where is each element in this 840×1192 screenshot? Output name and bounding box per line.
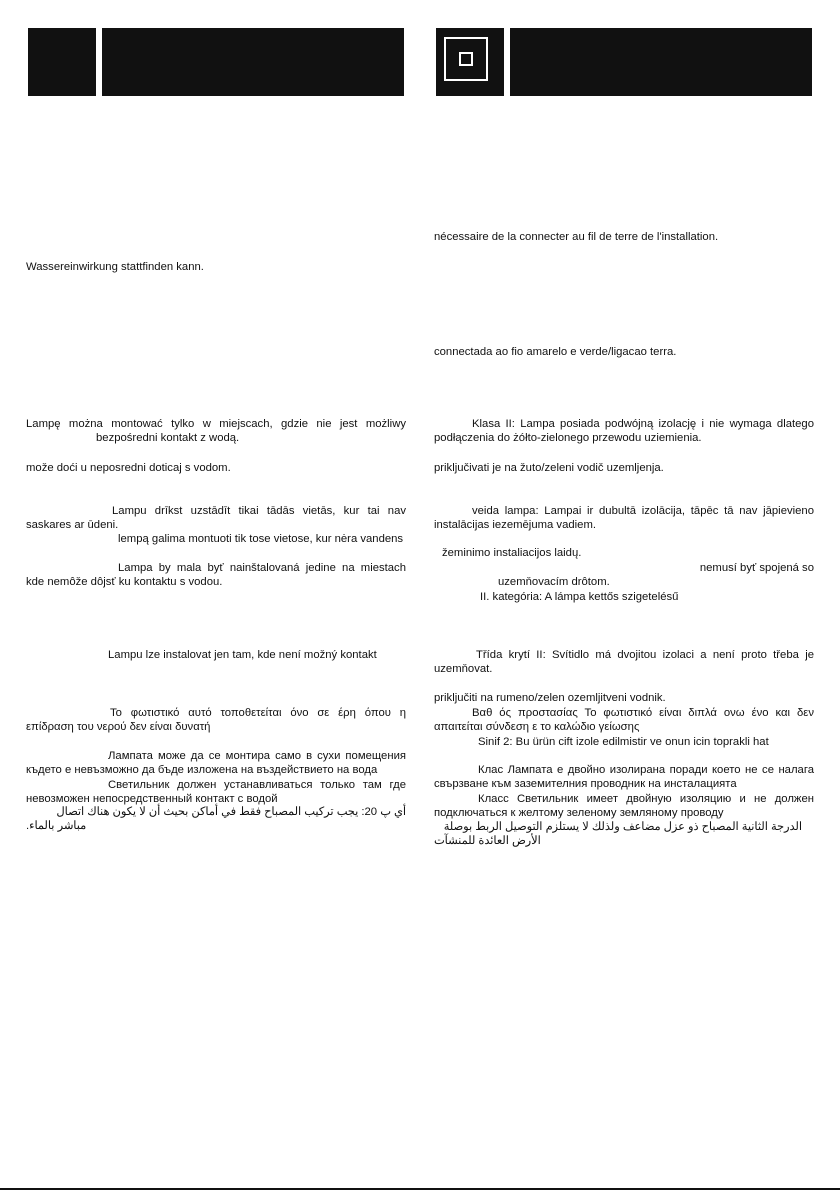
- paragraph-lt-r: žeminimo instaliacijos laidų.: [442, 547, 582, 559]
- paragraph-cs-r: Třída krytí II: Svítidlo má dvojitou izolaci a není proto třeba je uzemňovat.: [434, 649, 814, 675]
- paragraph-sk-r1: nemusí byť spojená so: [699, 562, 814, 574]
- paragraph-pl: Lampę można montować tylko w miejscach, gdzie nie jest możliwy bezpośredni kontakt z wodą.: [26, 418, 406, 444]
- paragraph-hu: II. kategória: A lámpa kettős szigetelésű: [480, 591, 679, 603]
- paragraph-el-r: Βαθ ός προστασίας Το φωτιστικό είναι διπλά ονω ένο και δεν απαιτείται σύνδεση ε το καλώδιο γείωσης: [434, 707, 814, 733]
- left-column: [26, 0, 406, 1192]
- paragraph-pl-r: Klasa II: Lampa posiada podwójną izolację i nie wymaga dlatego podłączenia do żółto-zielonego przewodu uziemienia.: [434, 418, 814, 444]
- paragraph-sl: priključiti na rumeno/zelen ozemljitveni vodnik.: [434, 692, 666, 704]
- paragraph-lv-r: veida lampa: Lampai ir dubultā izolācija, tāpēc tā nav jāpievieno instalācijas iezemējuma vadiem.: [434, 505, 814, 531]
- paragraph-sk: Lampa by mala byť nainštalovaná jedine na miestach kde nemôže dôjsť ku kontaktu s vodou.: [26, 562, 406, 588]
- paragraph-cs: Lampu lze instalovat jen tam, kde není možný kontakt: [108, 649, 377, 661]
- paragraph-tr: Sinif 2: Bu ürün cift izole edilmistir ve onun icin toprakli hat: [478, 736, 769, 748]
- paragraph-el: Το φωτιστικό αυτό τοποθετείται όνο σε έρη όπου η επίδραση του νερού δεν είναι δυνατή: [26, 707, 406, 733]
- paragraph-de: Wassereinwirkung stattfinden kann.: [26, 261, 204, 273]
- paragraph-lv: Lampu drīkst uzstādīt tikai tādās vietās, kur tai nav saskares ar ūdeni.: [26, 505, 406, 531]
- paragraph-ar: أي پ 20: يجب تركيب المصباح فقط في أماكن بحيث أن لا يكون هناك اتصال مباشر بالماء.: [26, 806, 406, 832]
- right-column: [434, 0, 814, 1192]
- paragraph-pt: connectada ao fio amarelo e verde/ligacao terra.: [434, 346, 677, 358]
- paragraph-bg-r: Клас Лампата е двойно изолирана поради което не се налага свързване към заземителния проводник на инсталацията: [434, 764, 814, 790]
- paragraph-hr-r: priključivati je na žuto/zeleni vodič uzemljenja.: [434, 462, 664, 474]
- bottom-rule: [0, 1188, 840, 1190]
- paragraph-hr: može doći u neposredni doticaj s vodom.: [26, 462, 231, 474]
- paragraph-bg: Лампата може да се монтира само в сухи помещения където е невъзможно да бъде изложена на въздействието на вода: [26, 750, 406, 776]
- paragraph-fr: nécessaire de la connecter au fil de terre de l'installation.: [434, 231, 719, 243]
- paragraph-ru-r: Класс Светильник имеет двойную изоляцию и не должен подключаться к желтому зеленому земляному проводу: [434, 793, 814, 819]
- paragraph-sk-r2: uzemňovacím drôtom.: [498, 576, 610, 588]
- paragraph-ar-r: الدرجة الثانية المصباح ذو عزل مضاعف ولذلك لا يستلزم التوصيل الربط بوصلة الأرض العائدة للمنشآت: [434, 821, 802, 847]
- paragraph-lt: lempą galima montuoti tik tose vietose, kur nėra vandens: [118, 533, 404, 545]
- paragraph-ru: Светильник должен устанавливаться только там где невозможен непосредственный контакт с водой: [26, 779, 406, 805]
